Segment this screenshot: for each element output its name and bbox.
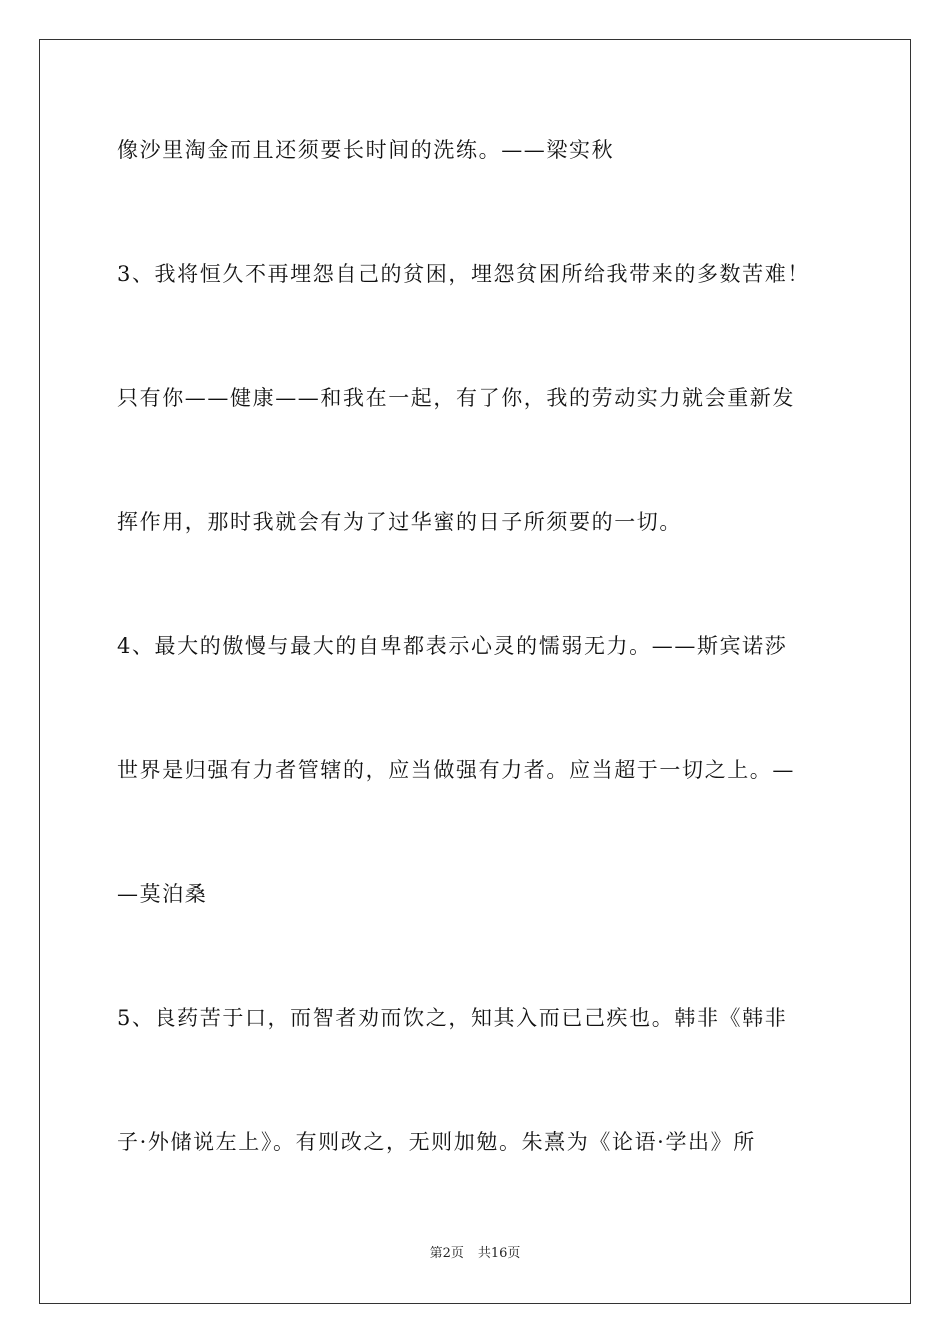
page-number: 第2页 <box>429 1246 464 1261</box>
text-line-3: 只有你——健康——和我在一起，有了你，我的劳动实力就会重新发 <box>117 386 795 410</box>
text-line-8: 5、良药苦于口，而智者劝而饮之，知其入而已己疾也。韩非《韩非 <box>117 1006 788 1030</box>
text-line-1: 像沙里淘金而且还须要长时间的洗练。——梁实秋 <box>117 138 615 162</box>
text-line-2: 3、我将恒久不再埋怨自己的贫困，埋怨贫困所给我带来的多数苦难！ <box>117 262 810 286</box>
text-line-6: 世界是归强有力者管辖的，应当做强有力者。应当超于一切之上。— <box>117 758 795 782</box>
text-line-7: —莫泊桑 <box>117 882 208 906</box>
text-line-5: 4、最大的傲慢与最大的自卑都表示心灵的懦弱无力。——斯宾诺莎 <box>117 634 788 658</box>
page-footer <box>0 1244 950 1264</box>
page-border <box>39 39 911 1304</box>
total-pages: 共16页 <box>477 1246 521 1261</box>
text-line-9: 子·外储说左上》。有则改之，无则加勉。朱熹为《论语·学出》所 <box>117 1130 756 1154</box>
text-line-4: 挥作用，那时我就会有为了过华蜜的日子所须要的一切。 <box>117 510 682 534</box>
